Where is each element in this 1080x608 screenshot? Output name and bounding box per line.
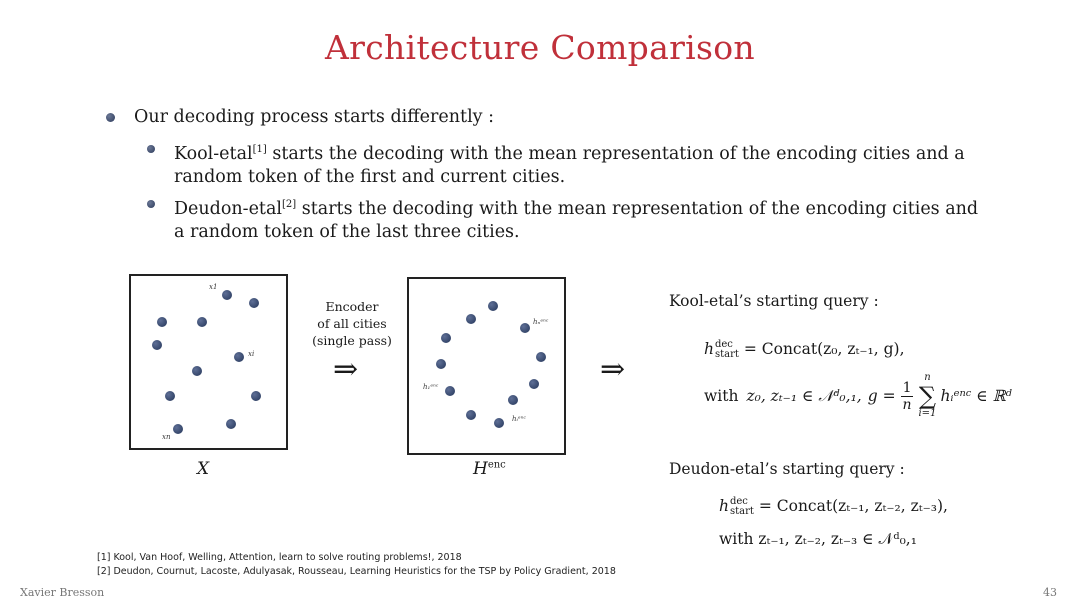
city-point (226, 419, 236, 429)
kool-text-line1: starts the decoding with the mean representation of the encoding cities and a (272, 144, 965, 164)
footnote-2: [2] Deudon, Cournut, Lacoste, Adulyasak, Rousseau, Learning Heuristics for the TSP by Policy Gradient, 2018 (97, 566, 616, 577)
encoded-point (445, 386, 455, 396)
caption-h-base: H (473, 459, 488, 479)
kool-eq2-tail: hᵢᵉⁿᶜ ∈ ℝᵈ (940, 387, 1012, 405)
caption-x: X (197, 459, 210, 479)
footnote-1: [1] Kool, Van Hoof, Welling, Attention, learn to solve routing problems!, 2018 (97, 552, 462, 563)
encoded-point (529, 379, 539, 389)
sum-top: n (924, 372, 931, 383)
kool-eq2 (704, 372, 1012, 420)
kool-name: Kool-etal (174, 144, 253, 164)
city-point (192, 366, 202, 376)
bullet-icon (106, 113, 115, 122)
h-base: h (719, 497, 729, 515)
caption-h-enc (473, 459, 506, 479)
frac-den: n (902, 396, 912, 413)
deudon-eq1 (719, 497, 948, 517)
h-sub: start (714, 349, 739, 360)
deudon-text-line2: a random token of the last three cities. (174, 222, 520, 242)
sub-bullet-kool (174, 138, 994, 189)
sub-bullet-icon (147, 200, 155, 208)
h-sub: start (729, 506, 754, 517)
footer-page-number: 43 (1043, 586, 1057, 599)
sum-bottom: i=1 (918, 408, 937, 419)
city-point (222, 290, 232, 300)
arrow-icon: ⇒ (600, 352, 626, 387)
deudon-text-line1: starts the decoding with the mean representation of the encoding cities and (301, 199, 979, 219)
encoder-line-3: (single pass) (312, 333, 392, 348)
city-point (157, 317, 167, 327)
encoded-point (466, 314, 476, 324)
encoded-point (520, 323, 530, 333)
encoded-point (466, 410, 476, 420)
city-point (197, 317, 207, 327)
label-hn: hₙᵉⁿᶜ (533, 318, 549, 326)
bullet-main-text: Our decoding process starts differently : (134, 107, 495, 127)
deudon-ref: [2] (282, 199, 297, 210)
h-base: h (704, 340, 714, 358)
encoder-line-2: of all cities (317, 316, 387, 331)
city-point (251, 391, 261, 401)
deudon-eq2: with zₜ₋₁, zₜ₋₂, zₜ₋₃ ∈ 𝒩ᵈ₀,₁ (719, 530, 917, 548)
kool-ref: [1] (252, 144, 267, 155)
footer-author: Xavier Bresson (20, 586, 105, 599)
city-point (165, 391, 175, 401)
label-h1: h₁ᵉⁿᶜ (423, 383, 439, 391)
city-point (234, 352, 244, 362)
label-x1: x1 (209, 283, 218, 291)
label-xi: xi (248, 350, 255, 358)
kool-text-line2: random token of the first and current cities. (174, 167, 566, 187)
city-point (249, 298, 259, 308)
encoded-point (441, 333, 451, 343)
encoded-point (536, 352, 546, 362)
slide-title: Architecture Comparison (325, 28, 755, 67)
caption-h-sup: enc (487, 459, 506, 471)
h-sup: dec (729, 496, 748, 507)
label-hi: hᵢᵉⁿᶜ (512, 415, 526, 423)
sub-bullet-icon (147, 145, 155, 153)
kool-query-title: Kool-etal’s starting query : (669, 292, 879, 310)
encoded-box (407, 277, 566, 455)
encoder-line-1: Encoder (325, 299, 379, 314)
deudon-eq1-rhs: = Concat(zₜ₋₁, zₜ₋₂, zₜ₋₃), (758, 497, 948, 515)
sub-bullet-deudon (174, 193, 994, 244)
kool-eq2-g: g = (867, 387, 896, 405)
deudon-query-title: Deudon-etal’s starting query : (669, 460, 905, 478)
cities-box (129, 274, 288, 450)
deudon-name: Deudon-etal (174, 199, 282, 219)
encoded-point (436, 359, 446, 369)
sum-icon: ∑ (918, 382, 937, 410)
city-point (173, 424, 183, 434)
encoded-point (488, 301, 498, 311)
kool-eq1-rhs: = Concat(z₀, zₜ₋₁, g), (743, 340, 905, 358)
h-sup: dec (714, 339, 733, 350)
encoded-point (494, 418, 504, 428)
encoder-label (306, 298, 398, 349)
frac-num: 1 (902, 379, 912, 396)
encoded-point (508, 395, 518, 405)
kool-eq2-prefix: with (704, 387, 739, 405)
kool-eq1 (704, 340, 905, 360)
arrow-icon: ⇒ (333, 352, 359, 387)
label-xn: xn (162, 433, 171, 441)
kool-eq2-vars: z₀, zₜ₋₁ ∈ 𝒩ᵈ₀,₁, (746, 386, 862, 405)
city-point (152, 340, 162, 350)
